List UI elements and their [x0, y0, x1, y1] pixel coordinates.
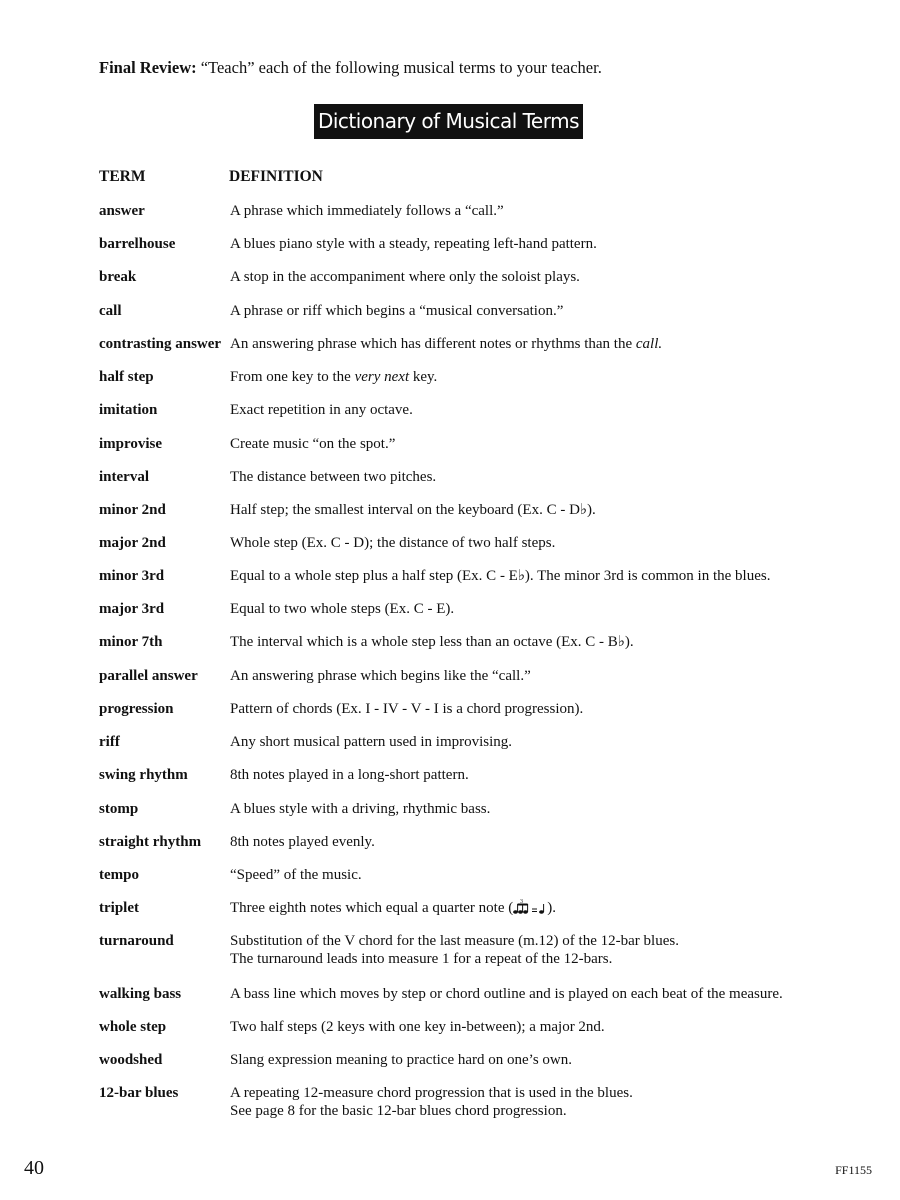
definition: 8th notes played in a long-short pattern. — [230, 767, 469, 783]
term: progression — [99, 701, 174, 717]
definition: 8th notes played evenly. — [230, 834, 375, 850]
svg-text:3: 3 — [520, 899, 524, 905]
definition: The interval which is a whole step less than an octave (Ex. C - B♭). — [230, 634, 634, 650]
definition: Slang expression meaning to practice hard on one’s own. — [230, 1052, 572, 1068]
definition: An answering phrase which begins like the “call.” — [230, 668, 531, 684]
term: 12-bar blues — [99, 1085, 179, 1101]
definition: Equal to a whole step plus a half step (Ex. C - E♭). The minor 3rd is common in the blues. — [230, 568, 771, 584]
definition: The distance between two pitches. — [230, 469, 437, 485]
term: swing rhythm — [99, 767, 188, 783]
definition: Any short musical pattern used in improvising. — [230, 734, 513, 750]
term: straight rhythm — [99, 834, 202, 850]
intro-label: Final Review: — [99, 58, 197, 77]
definition: A stop in the accompaniment where only the soloist plays. — [230, 269, 580, 285]
term: interval — [99, 469, 149, 485]
definition: A blues piano style with a steady, repeating left-hand pattern. — [230, 236, 597, 252]
definition: A blues style with a driving, rhythmic bass. — [230, 801, 491, 817]
term: major 2nd — [99, 535, 166, 551]
definition-italic: call. — [635, 336, 663, 352]
term: answer — [99, 203, 145, 219]
definition-text: Three eighth notes which equal a quarter note ( — [230, 900, 514, 916]
term: turnaround — [99, 933, 174, 949]
definition: Half step; the smallest interval on the keyboard (Ex. C - D♭). — [230, 502, 596, 518]
term: major 3rd — [99, 601, 165, 617]
term: contrasting answer — [99, 336, 222, 352]
definition: Equal to two whole steps (Ex. C - E). — [230, 601, 455, 617]
definition — [230, 335, 870, 353]
triplet-notation-icon — [513, 899, 547, 915]
term: half step — [99, 369, 154, 385]
term: walking bass — [99, 986, 182, 1002]
definition: Two half steps (2 keys with one key in-between); a major 2nd. — [230, 1019, 605, 1035]
term: call — [99, 303, 122, 319]
term: break — [99, 269, 137, 285]
term: woodshed — [99, 1052, 163, 1068]
term: stomp — [99, 801, 139, 817]
page-number: 40 — [24, 1157, 44, 1179]
definition: Exact repetition in any octave. — [230, 402, 413, 418]
term: minor 3rd — [99, 568, 165, 584]
term: tempo — [99, 867, 139, 883]
definition: Create music “on the spot.” — [230, 436, 396, 452]
term: whole step — [99, 1019, 167, 1035]
definition-text: An answering phrase which has different notes or rhythms than the — [230, 336, 636, 352]
term-column-header: TERM — [99, 168, 146, 185]
term: triplet — [99, 900, 139, 916]
definition: A phrase which immediately follows a “call.” — [230, 203, 504, 219]
definition: A bass line which moves by step or chord outline and is played on each beat of the measure. — [230, 986, 783, 1002]
definition-column-header: DEFINITION — [229, 168, 323, 185]
term: parallel answer — [99, 668, 198, 684]
term: improvise — [99, 436, 163, 452]
term: minor 2nd — [99, 502, 166, 518]
definition: Whole step (Ex. C - D); the distance of two half steps. — [230, 535, 556, 551]
definition — [230, 368, 870, 386]
definition: “Speed” of the music. — [230, 867, 362, 883]
definition — [230, 899, 870, 917]
definition: A repeating 12-measure chord progression that is used in the blues. See page 8 for the basic 12-bar blues chord progression. — [230, 1085, 633, 1119]
definition: A phrase or riff which begins a “musical conversation.” — [230, 303, 564, 319]
term: imitation — [99, 402, 158, 418]
term: barrelhouse — [99, 236, 176, 252]
definition-text: From one key to the — [230, 369, 355, 385]
definition-tail: key. — [409, 369, 438, 385]
intro-text: “Teach” each of the following musical terms to your teacher. — [196, 58, 602, 77]
term: minor 7th — [99, 634, 163, 650]
publication-code: FF1155 — [835, 1163, 872, 1177]
page-title: Dictionary of Musical Terms — [314, 104, 583, 139]
definition-tail: ). — [547, 900, 556, 916]
definition-italic: very next — [354, 369, 410, 385]
definition: Substitution of the V chord for the last measure (m.12) of the 12-bar blues. The turnaround leads into measure 1 for a repeat of the 12-bars. — [230, 933, 679, 967]
definition: Pattern of chords (Ex. I - IV - V - I is a chord progression). — [230, 701, 584, 717]
term: riff — [99, 734, 120, 750]
